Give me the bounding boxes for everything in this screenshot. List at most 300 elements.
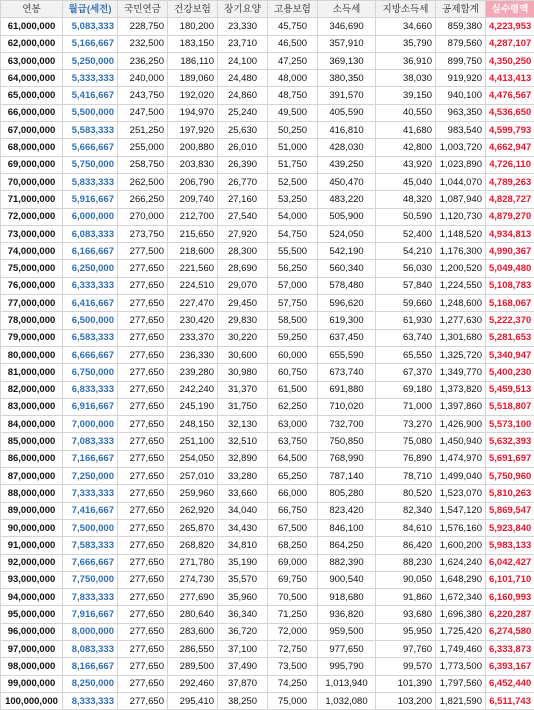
net-pay-cell: 5,923,840: [486, 519, 534, 536]
local-income-tax-cell: 56,030: [376, 260, 436, 277]
health-insurance-cell: 251,100: [168, 433, 218, 450]
income-tax-cell: 483,220: [318, 191, 376, 208]
employment-insurance-cell: 61,500: [268, 381, 318, 398]
total-deduction-cell: 1,773,500: [436, 658, 486, 675]
employment-insurance-cell: 54,000: [268, 208, 318, 225]
long-term-care-cell: 24,480: [218, 70, 268, 87]
long-term-care-cell: 24,100: [218, 52, 268, 69]
monthly-salary-cell: 6,916,667: [63, 398, 118, 415]
health-insurance-cell: 262,920: [168, 502, 218, 519]
health-insurance-cell: 197,920: [168, 122, 218, 139]
total-deduction-cell: 1,474,970: [436, 450, 486, 467]
annual-salary-cell: 98,000,000: [1, 658, 63, 675]
health-insurance-cell: 289,500: [168, 658, 218, 675]
annual-salary-cell: 94,000,000: [1, 589, 63, 606]
table-row: [1, 433, 534, 450]
local-income-tax-cell: 57,840: [376, 277, 436, 294]
monthly-salary-cell: 8,083,333: [63, 640, 118, 657]
employment-insurance-cell: 75,000: [268, 692, 318, 709]
header-national-pension: 국민연금: [118, 1, 168, 18]
table-row: [1, 104, 534, 121]
table-row: [1, 658, 534, 675]
local-income-tax-cell: 90,050: [376, 571, 436, 588]
long-term-care-cell: 32,510: [218, 433, 268, 450]
table-row: [1, 502, 534, 519]
net-pay-cell: 4,599,793: [486, 122, 534, 139]
health-insurance-cell: 239,280: [168, 364, 218, 381]
employment-insurance-cell: 74,250: [268, 675, 318, 692]
monthly-salary-cell: 5,916,667: [63, 191, 118, 208]
monthly-salary-cell: 6,166,667: [63, 243, 118, 260]
health-insurance-cell: 183,150: [168, 35, 218, 52]
annual-salary-cell: 69,000,000: [1, 156, 63, 173]
long-term-care-cell: 32,130: [218, 416, 268, 433]
table-row: [1, 606, 534, 623]
annual-salary-cell: 71,000,000: [1, 191, 63, 208]
income-tax-cell: 578,480: [318, 277, 376, 294]
employment-insurance-cell: 64,500: [268, 450, 318, 467]
table-row: [1, 398, 534, 415]
employment-insurance-cell: 48,750: [268, 87, 318, 104]
monthly-salary-cell: 7,333,333: [63, 485, 118, 502]
income-tax-cell: 882,390: [318, 554, 376, 571]
monthly-salary-cell: 7,000,000: [63, 416, 118, 433]
income-tax-cell: 380,350: [318, 70, 376, 87]
header-local-income-tax: 지방소득세: [376, 1, 436, 18]
monthly-salary-cell: 7,583,333: [63, 537, 118, 554]
header-row: [1, 1, 534, 18]
income-tax-cell: 505,900: [318, 208, 376, 225]
annual-salary-cell: 75,000,000: [1, 260, 63, 277]
long-term-care-cell: 25,630: [218, 122, 268, 139]
income-tax-cell: 750,850: [318, 433, 376, 450]
net-pay-cell: 5,168,067: [486, 295, 534, 312]
net-pay-cell: 4,413,413: [486, 70, 534, 87]
income-tax-cell: 864,250: [318, 537, 376, 554]
monthly-salary-cell: 5,666,667: [63, 139, 118, 156]
net-pay-cell: 4,828,727: [486, 191, 534, 208]
local-income-tax-cell: 61,930: [376, 312, 436, 329]
total-deduction-cell: 1,176,300: [436, 243, 486, 260]
employment-insurance-cell: 72,750: [268, 640, 318, 657]
health-insurance-cell: 218,600: [168, 243, 218, 260]
long-term-care-cell: 29,450: [218, 295, 268, 312]
monthly-salary-cell: 5,083,333: [63, 18, 118, 35]
monthly-salary-cell: 6,500,000: [63, 312, 118, 329]
monthly-salary-cell: 6,000,000: [63, 208, 118, 225]
employment-insurance-cell: 72,000: [268, 623, 318, 640]
health-insurance-cell: 189,060: [168, 70, 218, 87]
employment-insurance-cell: 58,500: [268, 312, 318, 329]
health-insurance-cell: 209,740: [168, 191, 218, 208]
national-pension-cell: 277,500: [118, 243, 168, 260]
table-row: [1, 589, 534, 606]
monthly-salary-cell: 5,333,333: [63, 70, 118, 87]
table-row: [1, 70, 534, 87]
income-tax-cell: 1,013,940: [318, 675, 376, 692]
long-term-care-cell: 38,250: [218, 692, 268, 709]
national-pension-cell: 277,650: [118, 260, 168, 277]
table-row: [1, 243, 534, 260]
table-row: [1, 640, 534, 657]
employment-insurance-cell: 70,500: [268, 589, 318, 606]
monthly-salary-cell: 7,750,000: [63, 571, 118, 588]
employment-insurance-cell: 66,000: [268, 485, 318, 502]
income-tax-cell: 710,020: [318, 398, 376, 415]
annual-salary-cell: 99,000,000: [1, 675, 63, 692]
net-pay-cell: 6,160,993: [486, 589, 534, 606]
annual-salary-cell: 89,000,000: [1, 502, 63, 519]
net-pay-cell: 5,222,370: [486, 312, 534, 329]
annual-salary-cell: 95,000,000: [1, 606, 63, 623]
annual-salary-cell: 83,000,000: [1, 398, 63, 415]
table-row: [1, 208, 534, 225]
local-income-tax-cell: 75,080: [376, 433, 436, 450]
income-tax-cell: 637,450: [318, 329, 376, 346]
total-deduction-cell: 1,797,560: [436, 675, 486, 692]
annual-salary-cell: 97,000,000: [1, 640, 63, 657]
income-tax-cell: 673,740: [318, 364, 376, 381]
health-insurance-cell: 245,190: [168, 398, 218, 415]
net-pay-cell: 5,459,513: [486, 381, 534, 398]
health-insurance-cell: 280,640: [168, 606, 218, 623]
total-deduction-cell: 1,397,860: [436, 398, 486, 415]
net-pay-cell: 4,879,270: [486, 208, 534, 225]
employment-insurance-cell: 46,500: [268, 35, 318, 52]
local-income-tax-cell: 34,660: [376, 18, 436, 35]
local-income-tax-cell: 82,340: [376, 502, 436, 519]
total-deduction-cell: 1,576,160: [436, 519, 486, 536]
net-pay-cell: 6,274,580: [486, 623, 534, 640]
net-pay-cell: 5,400,230: [486, 364, 534, 381]
local-income-tax-cell: 84,610: [376, 519, 436, 536]
table-row: [1, 35, 534, 52]
table-row: [1, 277, 534, 294]
long-term-care-cell: 28,690: [218, 260, 268, 277]
income-tax-cell: 768,990: [318, 450, 376, 467]
long-term-care-cell: 36,340: [218, 606, 268, 623]
local-income-tax-cell: 45,040: [376, 173, 436, 190]
net-pay-cell: 6,101,710: [486, 571, 534, 588]
employment-insurance-cell: 49,500: [268, 104, 318, 121]
total-deduction-cell: 983,540: [436, 122, 486, 139]
monthly-salary-cell: 7,416,667: [63, 502, 118, 519]
income-tax-cell: 405,590: [318, 104, 376, 121]
table-row: [1, 329, 534, 346]
total-deduction-cell: 1,749,460: [436, 640, 486, 657]
annual-salary-cell: 67,000,000: [1, 122, 63, 139]
income-tax-cell: 619,300: [318, 312, 376, 329]
national-pension-cell: 251,250: [118, 122, 168, 139]
annual-salary-cell: 93,000,000: [1, 571, 63, 588]
table-row: [1, 260, 534, 277]
national-pension-cell: 232,500: [118, 35, 168, 52]
table-row: [1, 139, 534, 156]
health-insurance-cell: 186,110: [168, 52, 218, 69]
local-income-tax-cell: 50,590: [376, 208, 436, 225]
employment-insurance-cell: 73,500: [268, 658, 318, 675]
header-annual-salary: 연봉: [1, 1, 63, 18]
income-tax-cell: 428,030: [318, 139, 376, 156]
employment-insurance-cell: 63,750: [268, 433, 318, 450]
monthly-salary-cell: 5,833,333: [63, 173, 118, 190]
net-pay-cell: 5,750,960: [486, 468, 534, 485]
health-insurance-cell: 212,700: [168, 208, 218, 225]
annual-salary-cell: 68,000,000: [1, 139, 63, 156]
national-pension-cell: 277,650: [118, 433, 168, 450]
table-row: [1, 571, 534, 588]
local-income-tax-cell: 63,740: [376, 329, 436, 346]
monthly-salary-cell: 6,083,333: [63, 225, 118, 242]
income-tax-cell: 560,340: [318, 260, 376, 277]
employment-insurance-cell: 47,250: [268, 52, 318, 69]
employment-insurance-cell: 65,250: [268, 468, 318, 485]
net-pay-cell: 4,934,813: [486, 225, 534, 242]
monthly-salary-cell: 7,833,333: [63, 589, 118, 606]
net-pay-cell: 5,632,393: [486, 433, 534, 450]
long-term-care-cell: 30,980: [218, 364, 268, 381]
annual-salary-cell: 100,000,000: [1, 692, 63, 709]
total-deduction-cell: 940,100: [436, 87, 486, 104]
national-pension-cell: 270,000: [118, 208, 168, 225]
income-tax-cell: 391,570: [318, 87, 376, 104]
income-tax-cell: 357,910: [318, 35, 376, 52]
employment-insurance-cell: 69,750: [268, 571, 318, 588]
monthly-salary-cell: 5,750,000: [63, 156, 118, 173]
income-tax-cell: 900,540: [318, 571, 376, 588]
net-pay-cell: 5,108,783: [486, 277, 534, 294]
monthly-salary-cell: 7,166,667: [63, 450, 118, 467]
table-row: [1, 191, 534, 208]
health-insurance-cell: 283,600: [168, 623, 218, 640]
total-deduction-cell: 1,821,590: [436, 692, 486, 709]
annual-salary-cell: 84,000,000: [1, 416, 63, 433]
table-row: [1, 623, 534, 640]
total-deduction-cell: 899,750: [436, 52, 486, 69]
total-deduction-cell: 1,499,040: [436, 468, 486, 485]
local-income-tax-cell: 88,230: [376, 554, 436, 571]
employment-insurance-cell: 55,500: [268, 243, 318, 260]
long-term-care-cell: 31,750: [218, 398, 268, 415]
annual-salary-cell: 76,000,000: [1, 277, 63, 294]
health-insurance-cell: 180,200: [168, 18, 218, 35]
local-income-tax-cell: 80,520: [376, 485, 436, 502]
employment-insurance-cell: 62,250: [268, 398, 318, 415]
employment-insurance-cell: 67,500: [268, 519, 318, 536]
local-income-tax-cell: 97,760: [376, 640, 436, 657]
table-row: [1, 87, 534, 104]
employment-insurance-cell: 69,000: [268, 554, 318, 571]
income-tax-cell: 805,280: [318, 485, 376, 502]
total-deduction-cell: 1,426,900: [436, 416, 486, 433]
monthly-salary-cell: 8,166,667: [63, 658, 118, 675]
income-tax-cell: 936,820: [318, 606, 376, 623]
employment-insurance-cell: 48,000: [268, 70, 318, 87]
net-pay-cell: 6,333,873: [486, 640, 534, 657]
income-tax-cell: 369,130: [318, 52, 376, 69]
total-deduction-cell: 1,023,890: [436, 156, 486, 173]
local-income-tax-cell: 103,200: [376, 692, 436, 709]
national-pension-cell: 277,650: [118, 623, 168, 640]
monthly-salary-cell: 5,250,000: [63, 52, 118, 69]
income-tax-cell: 346,690: [318, 18, 376, 35]
table-body: [1, 18, 534, 710]
income-tax-cell: 439,250: [318, 156, 376, 173]
header-health-insurance: 건강보험: [168, 1, 218, 18]
health-insurance-cell: 236,330: [168, 346, 218, 363]
local-income-tax-cell: 40,550: [376, 104, 436, 121]
table-row: [1, 173, 534, 190]
monthly-salary-cell: 6,416,667: [63, 295, 118, 312]
annual-salary-cell: 64,000,000: [1, 70, 63, 87]
annual-salary-cell: 62,000,000: [1, 35, 63, 52]
income-tax-cell: 450,470: [318, 173, 376, 190]
health-insurance-cell: 274,730: [168, 571, 218, 588]
national-pension-cell: 277,650: [118, 640, 168, 657]
net-pay-cell: 4,350,250: [486, 52, 534, 69]
health-insurance-cell: 203,830: [168, 156, 218, 173]
table-row: [1, 225, 534, 242]
annual-salary-cell: 81,000,000: [1, 364, 63, 381]
net-pay-cell: 4,789,263: [486, 173, 534, 190]
income-tax-cell: 655,590: [318, 346, 376, 363]
annual-salary-cell: 72,000,000: [1, 208, 63, 225]
monthly-salary-cell: 6,250,000: [63, 260, 118, 277]
health-insurance-cell: 224,510: [168, 277, 218, 294]
employment-insurance-cell: 52,500: [268, 173, 318, 190]
table-row: [1, 675, 534, 692]
national-pension-cell: 277,650: [118, 329, 168, 346]
local-income-tax-cell: 69,180: [376, 381, 436, 398]
income-tax-cell: 596,620: [318, 295, 376, 312]
net-pay-cell: 6,452,440: [486, 675, 534, 692]
income-tax-cell: 918,680: [318, 589, 376, 606]
total-deduction-cell: 1,277,630: [436, 312, 486, 329]
health-insurance-cell: 257,010: [168, 468, 218, 485]
annual-salary-cell: 73,000,000: [1, 225, 63, 242]
total-deduction-cell: 879,560: [436, 35, 486, 52]
total-deduction-cell: 1,248,600: [436, 295, 486, 312]
health-insurance-cell: 295,410: [168, 692, 218, 709]
monthly-salary-cell: 7,500,000: [63, 519, 118, 536]
table-row: [1, 692, 534, 709]
local-income-tax-cell: 42,800: [376, 139, 436, 156]
monthly-salary-cell: 7,083,333: [63, 433, 118, 450]
health-insurance-cell: 259,960: [168, 485, 218, 502]
income-tax-cell: 416,810: [318, 122, 376, 139]
health-insurance-cell: 277,690: [168, 589, 218, 606]
income-tax-cell: 542,190: [318, 243, 376, 260]
monthly-salary-cell: 7,666,667: [63, 554, 118, 571]
local-income-tax-cell: 59,660: [376, 295, 436, 312]
health-insurance-cell: 192,020: [168, 87, 218, 104]
long-term-care-cell: 31,370: [218, 381, 268, 398]
income-tax-cell: 823,420: [318, 502, 376, 519]
net-pay-cell: 4,726,110: [486, 156, 534, 173]
local-income-tax-cell: 65,550: [376, 346, 436, 363]
local-income-tax-cell: 95,950: [376, 623, 436, 640]
total-deduction-cell: 1,547,120: [436, 502, 486, 519]
income-tax-cell: 732,700: [318, 416, 376, 433]
long-term-care-cell: 24,860: [218, 87, 268, 104]
annual-salary-cell: 61,000,000: [1, 18, 63, 35]
local-income-tax-cell: 43,920: [376, 156, 436, 173]
total-deduction-cell: 1,087,940: [436, 191, 486, 208]
local-income-tax-cell: 35,790: [376, 35, 436, 52]
total-deduction-cell: 1,301,680: [436, 329, 486, 346]
annual-salary-cell: 91,000,000: [1, 537, 63, 554]
health-insurance-cell: 248,150: [168, 416, 218, 433]
national-pension-cell: 236,250: [118, 52, 168, 69]
total-deduction-cell: 1,120,730: [436, 208, 486, 225]
national-pension-cell: 277,650: [118, 450, 168, 467]
employment-insurance-cell: 57,750: [268, 295, 318, 312]
health-insurance-cell: 286,550: [168, 640, 218, 657]
net-pay-cell: 4,223,953: [486, 18, 534, 35]
table-row: [1, 52, 534, 69]
annual-salary-cell: 78,000,000: [1, 312, 63, 329]
employment-insurance-cell: 66,750: [268, 502, 318, 519]
net-pay-cell: 5,691,697: [486, 450, 534, 467]
monthly-salary-cell: 6,833,333: [63, 381, 118, 398]
long-term-care-cell: 34,430: [218, 519, 268, 536]
total-deduction-cell: 1,450,940: [436, 433, 486, 450]
health-insurance-cell: 206,790: [168, 173, 218, 190]
long-term-care-cell: 32,890: [218, 450, 268, 467]
employment-insurance-cell: 56,250: [268, 260, 318, 277]
table-row: [1, 519, 534, 536]
table-row: [1, 295, 534, 312]
table-row: [1, 537, 534, 554]
long-term-care-cell: 23,330: [218, 18, 268, 35]
national-pension-cell: 277,650: [118, 589, 168, 606]
total-deduction-cell: 1,148,520: [436, 225, 486, 242]
total-deduction-cell: 1,373,820: [436, 381, 486, 398]
monthly-salary-cell: 8,250,000: [63, 675, 118, 692]
long-term-care-cell: 35,960: [218, 589, 268, 606]
table-row: [1, 381, 534, 398]
net-pay-cell: 6,042,427: [486, 554, 534, 571]
health-insurance-cell: 230,420: [168, 312, 218, 329]
national-pension-cell: 240,000: [118, 70, 168, 87]
income-tax-cell: 846,100: [318, 519, 376, 536]
long-term-care-cell: 35,570: [218, 571, 268, 588]
total-deduction-cell: 859,380: [436, 18, 486, 35]
total-deduction-cell: 1,725,420: [436, 623, 486, 640]
long-term-care-cell: 26,010: [218, 139, 268, 156]
employment-insurance-cell: 60,750: [268, 364, 318, 381]
net-pay-cell: 4,476,567: [486, 87, 534, 104]
local-income-tax-cell: 76,890: [376, 450, 436, 467]
monthly-salary-cell: 7,916,667: [63, 606, 118, 623]
monthly-salary-cell: 5,583,333: [63, 122, 118, 139]
income-tax-cell: 691,880: [318, 381, 376, 398]
national-pension-cell: 262,500: [118, 173, 168, 190]
header-income-tax: 소득세: [318, 1, 376, 18]
table-row: [1, 485, 534, 502]
table-row: [1, 416, 534, 433]
national-pension-cell: 277,650: [118, 606, 168, 623]
net-pay-cell: 6,393,167: [486, 658, 534, 675]
local-income-tax-cell: 41,680: [376, 122, 436, 139]
national-pension-cell: 277,650: [118, 364, 168, 381]
net-pay-cell: 5,573,100: [486, 416, 534, 433]
national-pension-cell: 277,650: [118, 658, 168, 675]
annual-salary-cell: 80,000,000: [1, 346, 63, 363]
health-insurance-cell: 271,780: [168, 554, 218, 571]
national-pension-cell: 277,650: [118, 519, 168, 536]
national-pension-cell: 277,650: [118, 692, 168, 709]
